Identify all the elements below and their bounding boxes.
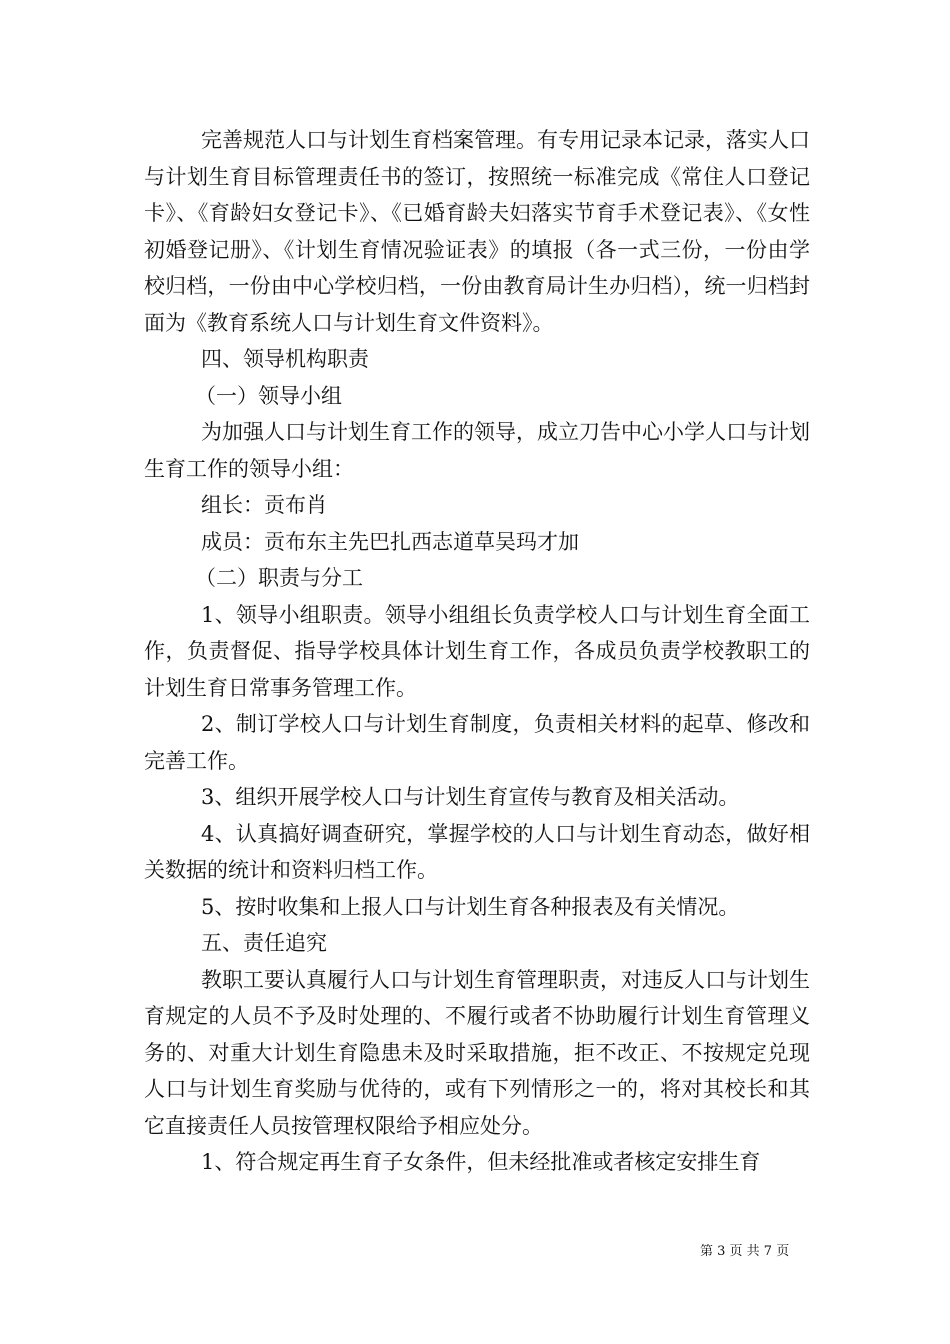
subheading-duties-division: （二）职责与分工: [195, 566, 363, 590]
heading-leadership-duties: 四、领导机构职责: [201, 347, 369, 371]
subheading-leading-group: （一）领导小组: [195, 383, 342, 408]
paragraph-duty-4: 4、认真搞好调查研究，掌握学校的人口与计划生育动态，做好相关数据的统计和资料归档工作。: [144, 821, 810, 882]
paragraph-archive-management: 完善规范人口与计划生育档案管理。有专用记录本记录，落实人口与计划生育目标管理责任书的签订，按照统一标准完成《常住人口登记卡》、《育龄妇女登记卡》、《已婚育龄夫妇落实节育手术登记表》、《女性初婚登记册》、《计划生育情况验证表》的填报（各一式三份，一份由学校归档，一份由中心学校归档，一份由教育局计生办归档），统一归档封面为《教育系统人口与计划生育文件资料》。: [144, 128, 810, 335]
paragraph-duty-5: 5、按时收集和上报人口与计划生育各种报表及有关情况。: [201, 894, 740, 919]
paragraph-duty-3: 3、组织开展学校人口与计划生育宣传与教育及相关活动。: [201, 785, 740, 809]
paragraph-group-establishment: 为加强人口与计划生育工作的领导，成立刀告中心小学人口与计划生育工作的领导小组：: [144, 420, 810, 481]
paragraph-duty-1: 1、领导小组职责。领导小组组长负责学校人口与计划生育全面工作，负责督促、指导学校具体计划生育工作，各成员负责学校教职工的计划生育日常事务管理工作。: [144, 602, 810, 700]
document-body: [144, 122, 810, 1181]
paragraph-group-leader: 组长：贡布肖: [201, 493, 327, 517]
heading-accountability: 五、责任追究: [201, 931, 327, 955]
paragraph-group-members: 成员：贡布东主先巴扎西志道草吴玛才加: [201, 529, 579, 554]
page-number-footer: 第 3 页 共 7 页: [700, 1244, 790, 1259]
paragraph-accountability-item-1: 1、符合规定再生育子女条件，但未经批准或者核定安排生育: [201, 1150, 761, 1174]
paragraph-duty-2: 2、制订学校人口与计划生育制度，负责相关材料的起草、修改和完善工作。: [144, 712, 810, 773]
paragraph-accountability: 教职工要认真履行人口与计划生育管理职责，对违反人口与计划生育规定的人员不予及时处理的、不履行或者不协助履行计划生育管理义务的、对重大计划生育隐患未及时采取措施，拒不改正、不按规定兑现人口与计划生育奖励与优待的，或有下列情形之一的，将对其校长和其它直接责任人员按管理权限给予相应处分。: [144, 967, 810, 1138]
